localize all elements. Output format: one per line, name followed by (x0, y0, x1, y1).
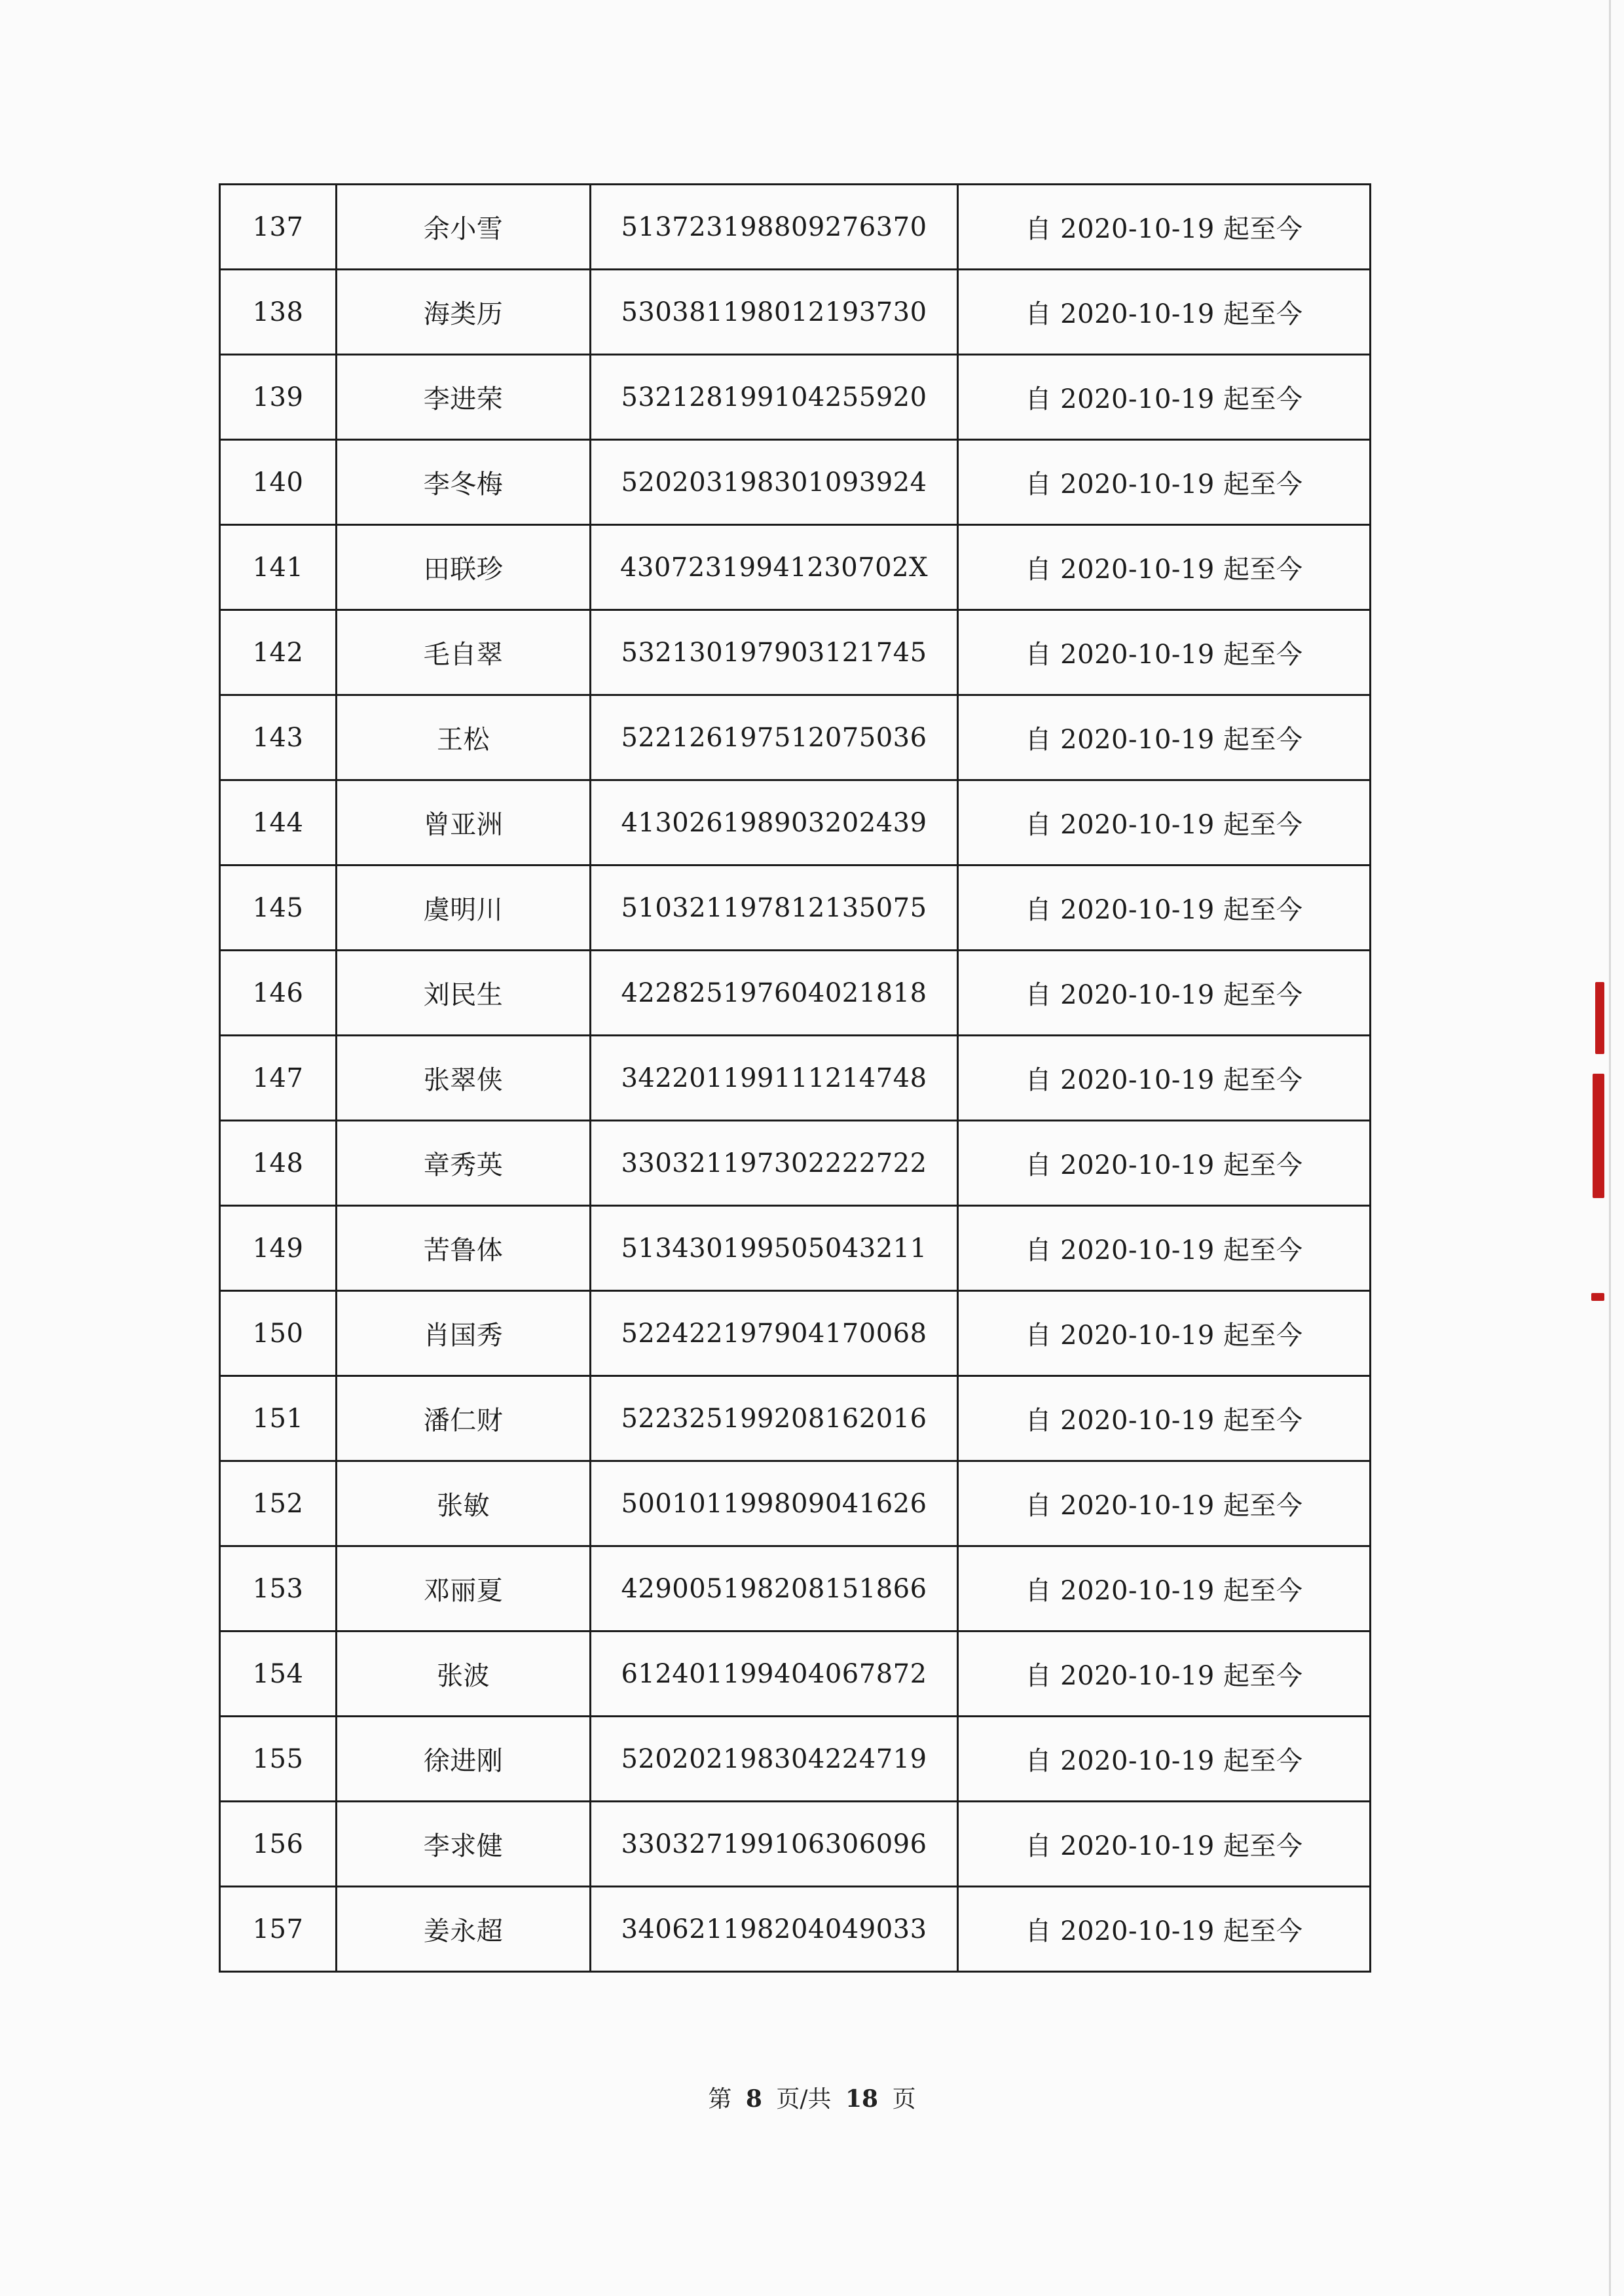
person-name: 李进荣 (337, 355, 591, 440)
table-row (220, 695, 1371, 780)
id-number: 422825197604021818 (591, 951, 958, 1036)
valid-period: 自 2020-10-19 起至今 (958, 610, 1371, 695)
table-row (220, 1631, 1371, 1717)
id-number: 530381198012193730 (591, 270, 958, 355)
person-name: 曾亚洲 (337, 780, 591, 866)
valid-period: 自 2020-10-19 起至今 (958, 1461, 1371, 1546)
person-name: 王松 (337, 695, 591, 780)
table-row (220, 1717, 1371, 1802)
table-row (220, 270, 1371, 355)
id-number: 513723198809276370 (591, 185, 958, 270)
valid-period: 自 2020-10-19 起至今 (958, 525, 1371, 610)
current-page-number: 8 (745, 2085, 762, 2113)
person-name: 余小雪 (337, 185, 591, 270)
table-row (220, 780, 1371, 866)
table-row (220, 1887, 1371, 1972)
table-row (220, 1546, 1371, 1631)
table-row (220, 355, 1371, 440)
row-number: 147 (220, 1036, 337, 1121)
id-number: 342201199111214748 (591, 1036, 958, 1121)
row-number: 152 (220, 1461, 337, 1546)
id-number: 330321197302222722 (591, 1121, 958, 1206)
row-number: 144 (220, 780, 337, 866)
table-row (220, 1461, 1371, 1546)
table-row (220, 1036, 1371, 1121)
valid-period: 自 2020-10-19 起至今 (958, 185, 1371, 270)
id-number: 340621198204049033 (591, 1887, 958, 1972)
valid-period: 自 2020-10-19 起至今 (958, 780, 1371, 866)
id-number: 500101199809041626 (591, 1461, 958, 1546)
footer-suffix: 页 (892, 2086, 916, 2113)
row-number: 150 (220, 1291, 337, 1376)
id-number: 413026198903202439 (591, 780, 958, 866)
valid-period: 自 2020-10-19 起至今 (958, 695, 1371, 780)
person-name: 邓丽夏 (337, 1546, 591, 1631)
row-number: 151 (220, 1376, 337, 1461)
row-number: 157 (220, 1887, 337, 1972)
table-row (220, 1206, 1371, 1291)
person-name: 田联珍 (337, 525, 591, 610)
person-name: 海类历 (337, 270, 591, 355)
person-name: 毛自翠 (337, 610, 591, 695)
id-number: 522126197512075036 (591, 695, 958, 780)
row-number: 141 (220, 525, 337, 610)
valid-period: 自 2020-10-19 起至今 (958, 1717, 1371, 1802)
valid-period: 自 2020-10-19 起至今 (958, 440, 1371, 525)
footer-middle: 页/共 (776, 2086, 832, 2113)
footer-prefix: 第 (708, 2086, 732, 2113)
seal-fragment-3 (1591, 1293, 1604, 1301)
person-name: 徐进刚 (337, 1717, 591, 1802)
valid-period: 自 2020-10-19 起至今 (958, 1802, 1371, 1887)
id-number: 510321197812135075 (591, 866, 958, 951)
id-number: 43072319941230702X (591, 525, 958, 610)
person-name: 肖国秀 (337, 1291, 591, 1376)
valid-period: 自 2020-10-19 起至今 (958, 1206, 1371, 1291)
table-row (220, 525, 1371, 610)
valid-period: 自 2020-10-19 起至今 (958, 355, 1371, 440)
id-number: 522325199208162016 (591, 1376, 958, 1461)
table-row (220, 610, 1371, 695)
roster-table-body (220, 185, 1371, 1972)
roster-table (219, 183, 1371, 1973)
person-name: 刘民生 (337, 951, 591, 1036)
table-row (220, 951, 1371, 1036)
id-number: 532130197903121745 (591, 610, 958, 695)
id-number: 513430199505043211 (591, 1206, 958, 1291)
row-number: 155 (220, 1717, 337, 1802)
id-number: 520203198301093924 (591, 440, 958, 525)
row-number: 149 (220, 1206, 337, 1291)
page-edge-line (1609, 0, 1611, 2296)
row-number: 153 (220, 1546, 337, 1631)
valid-period: 自 2020-10-19 起至今 (958, 1291, 1371, 1376)
row-number: 142 (220, 610, 337, 695)
seal-fragment-1 (1595, 982, 1604, 1054)
valid-period: 自 2020-10-19 起至今 (958, 951, 1371, 1036)
valid-period: 自 2020-10-19 起至今 (958, 866, 1371, 951)
table-row (220, 440, 1371, 525)
row-number: 138 (220, 270, 337, 355)
table-row (220, 1802, 1371, 1887)
valid-period: 自 2020-10-19 起至今 (958, 270, 1371, 355)
row-number: 139 (220, 355, 337, 440)
table-row (220, 185, 1371, 270)
person-name: 李求健 (337, 1802, 591, 1887)
table-row (220, 1121, 1371, 1206)
seal-fragment-2 (1593, 1074, 1604, 1198)
person-name: 张敏 (337, 1461, 591, 1546)
valid-period: 自 2020-10-19 起至今 (958, 1121, 1371, 1206)
person-name: 虞明川 (337, 866, 591, 951)
table-row (220, 1376, 1371, 1461)
id-number: 532128199104255920 (591, 355, 958, 440)
row-number: 145 (220, 866, 337, 951)
row-number: 143 (220, 695, 337, 780)
row-number: 154 (220, 1631, 337, 1717)
row-number: 148 (220, 1121, 337, 1206)
table-row (220, 1291, 1371, 1376)
id-number: 612401199404067872 (591, 1631, 958, 1717)
valid-period: 自 2020-10-19 起至今 (958, 1631, 1371, 1717)
row-number: 137 (220, 185, 337, 270)
row-number: 156 (220, 1802, 337, 1887)
valid-period: 自 2020-10-19 起至今 (958, 1546, 1371, 1631)
id-number: 520202198304224719 (591, 1717, 958, 1802)
page-footer (0, 2081, 1624, 2114)
person-name: 姜永超 (337, 1887, 591, 1972)
person-name: 张翠侠 (337, 1036, 591, 1121)
table-row (220, 866, 1371, 951)
person-name: 张波 (337, 1631, 591, 1717)
valid-period: 自 2020-10-19 起至今 (958, 1036, 1371, 1121)
person-name: 章秀英 (337, 1121, 591, 1206)
row-number: 146 (220, 951, 337, 1036)
id-number: 330327199106306096 (591, 1802, 958, 1887)
id-number: 522422197904170068 (591, 1291, 958, 1376)
person-name: 李冬梅 (337, 440, 591, 525)
person-name: 潘仁财 (337, 1376, 591, 1461)
id-number: 429005198208151866 (591, 1546, 958, 1631)
row-number: 140 (220, 440, 337, 525)
valid-period: 自 2020-10-19 起至今 (958, 1887, 1371, 1972)
total-page-number: 18 (845, 2085, 879, 2113)
valid-period: 自 2020-10-19 起至今 (958, 1376, 1371, 1461)
person-name: 苦鲁体 (337, 1206, 591, 1291)
